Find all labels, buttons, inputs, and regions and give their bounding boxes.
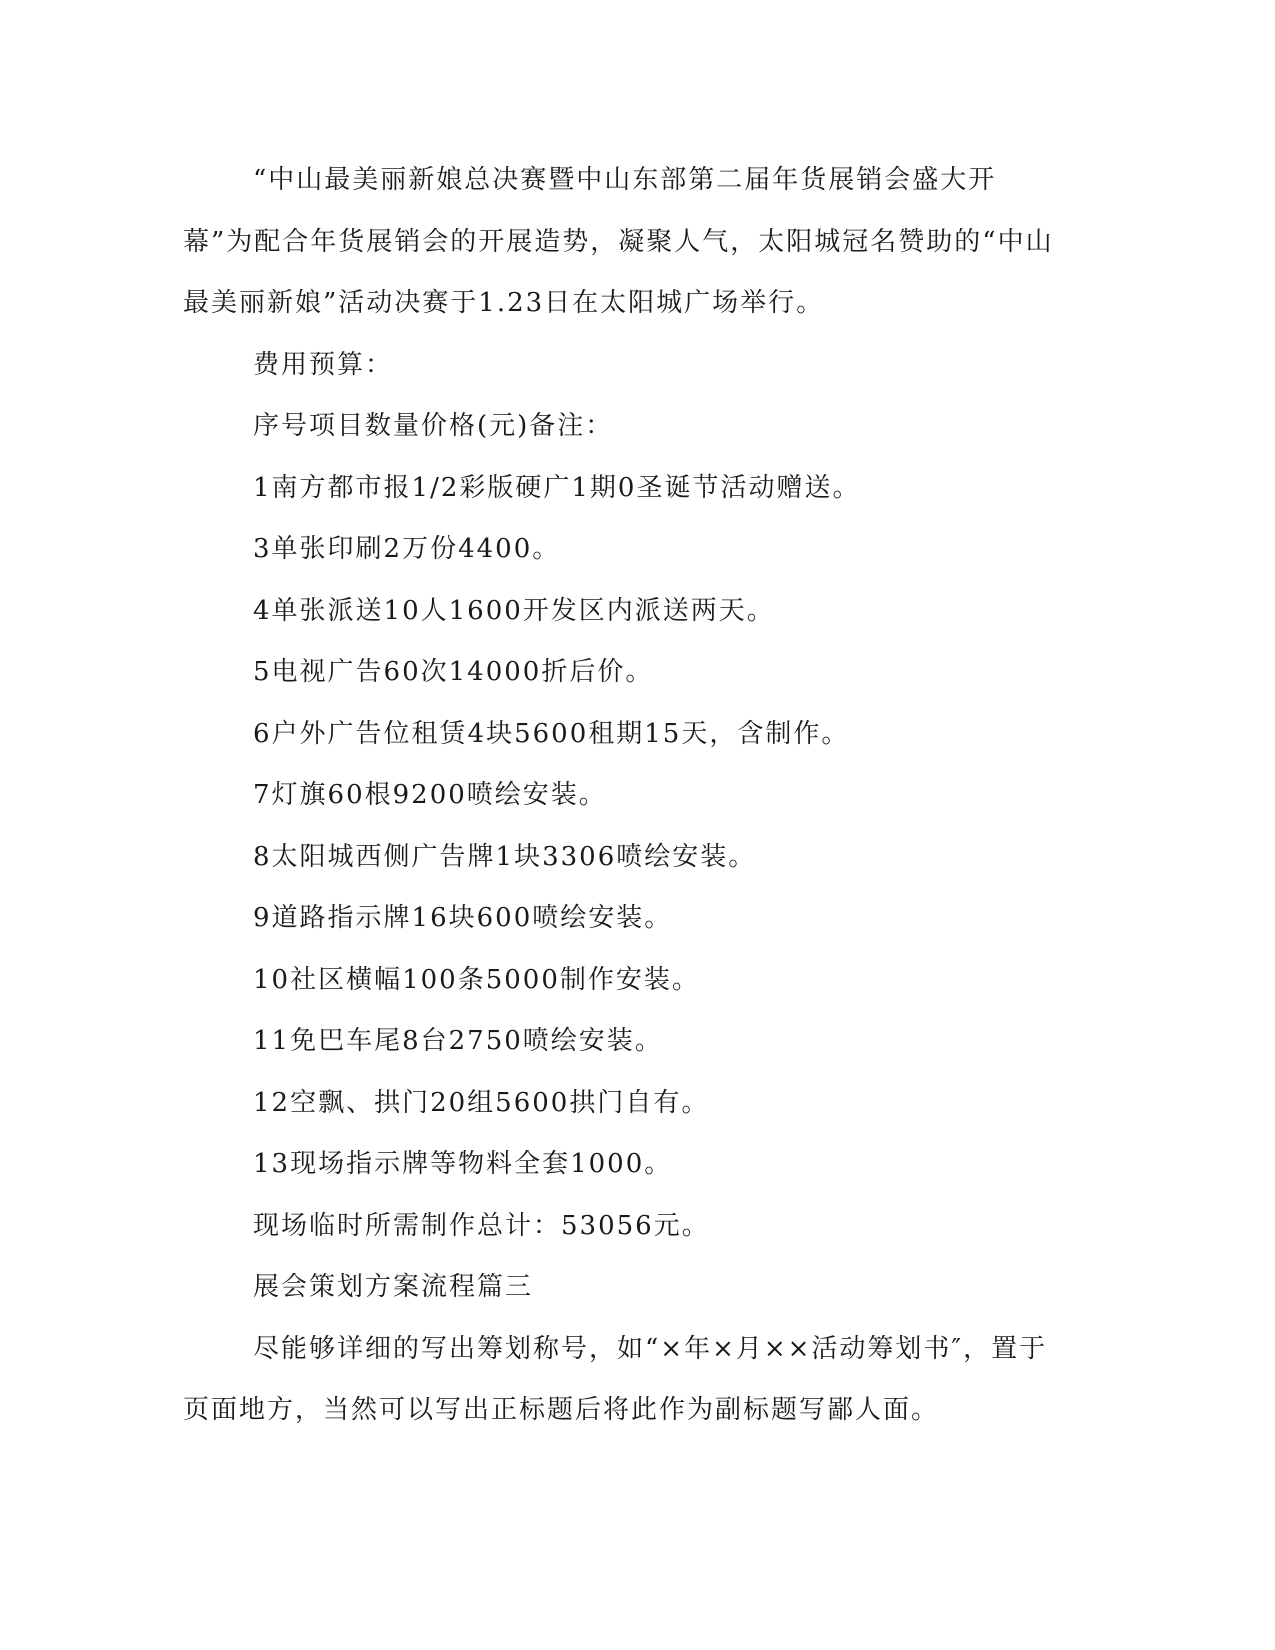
budget-item: 6户外广告位租赁4块5600租期15天，含制作。 (253, 718, 850, 749)
paragraph-intro: “中山最美丽新娘总决赛暨中山东部第二届年货展销会盛大开幕”为配合年货展销会的开展造势，凝聚人气，太阳城冠名赞助的“中山最美丽新娘”活动决赛于1.23日在太阳城广场举行。 (183, 165, 1054, 318)
budget-item: 1南方都市报1/2彩版硬广1期0圣诞节活动赠送。 (253, 472, 861, 503)
budget-item: 5电视广告60次14000折后价。 (253, 657, 654, 687)
budget-item: 9道路指示牌16块600喷绘安装。 (253, 903, 673, 933)
document-page (183, 150, 1058, 1442)
paragraph-budget-heading: 费用预算： (253, 349, 394, 380)
paragraph-table-header: 序号项目数量价格(元)备注： (253, 411, 614, 441)
budget-item: 4单张派送10人1600开发区内派送两天。 (253, 595, 775, 626)
budget-item: 3单张印刷2万份4400。 (253, 534, 561, 564)
section-heading: 展会策划方案流程篇三 (253, 1272, 534, 1302)
budget-item: 13现场指示牌等物料全套1000。 (253, 1149, 673, 1179)
budget-item: 10社区横幅100条5000制作安装。 (253, 964, 700, 995)
budget-item: 8太阳城西侧广告牌1块3306喷绘安装。 (253, 841, 757, 872)
budget-item: 12空飘、拱门20组5600拱门自有。 (253, 1087, 710, 1118)
paragraph-instruction: 尽能够详细的写出筹划称号，如“×年×月××活动筹划书″，置于页面地方，当然可以写出正标题后将此作为副标题写鄙人面。 (183, 1333, 1048, 1425)
budget-item: 11免巴车尾8台2750喷绘安装。 (253, 1026, 663, 1056)
budget-item: 7灯旗60根9200喷绘安装。 (253, 780, 607, 810)
budget-total: 现场临时所需制作总计：53056元。 (253, 1210, 710, 1241)
